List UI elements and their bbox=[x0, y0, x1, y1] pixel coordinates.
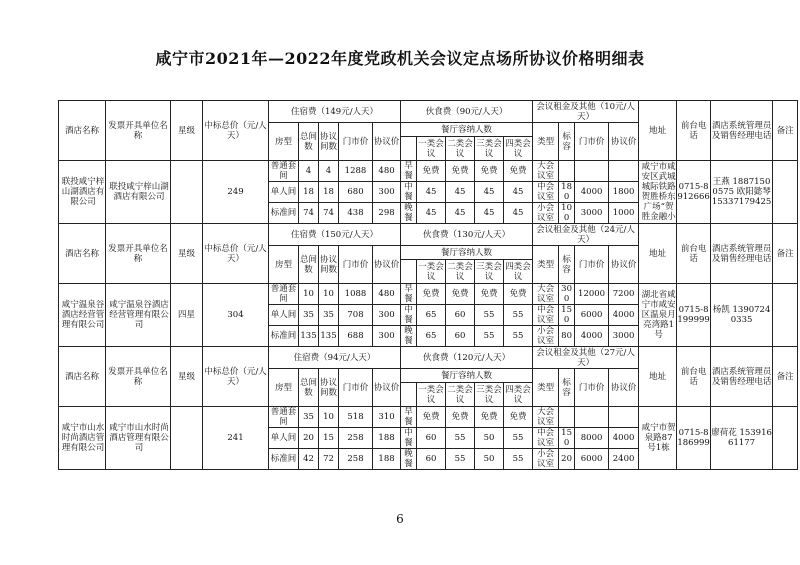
meal-cat3: 免费 bbox=[475, 284, 504, 305]
meeting-type-header: 类型 bbox=[533, 246, 559, 284]
total-rooms-header: 总间数 bbox=[299, 123, 319, 161]
room-agreed-price: 298 bbox=[373, 203, 401, 224]
venue-fee-header: 会议租金及其他（24元/人天） bbox=[533, 224, 639, 246]
dining-capacity-header: 餐厅容纳人数 bbox=[401, 246, 533, 260]
remark-header: 备注 bbox=[773, 347, 798, 407]
room-type-header: 房型 bbox=[269, 246, 299, 284]
remark-header: 备注 bbox=[773, 224, 798, 284]
room-rack-price: 518 bbox=[339, 407, 373, 428]
meeting-room-capacity: 20 bbox=[559, 449, 575, 470]
meeting-room-rack-price: 3000 bbox=[575, 203, 609, 224]
total-rooms: 4 bbox=[299, 161, 319, 182]
meal-cat1: 45 bbox=[417, 203, 446, 224]
meal-cat4: 免费 bbox=[504, 284, 533, 305]
room-type: 标准间 bbox=[269, 326, 299, 347]
meal-cat4: 免费 bbox=[504, 407, 533, 428]
meeting-room-type: 中会议室 bbox=[533, 182, 559, 203]
front-desk-phone: 0715-8199999 bbox=[677, 284, 711, 347]
room-agreed-price: 310 bbox=[373, 407, 401, 428]
meal-cat3: 免费 bbox=[475, 407, 504, 428]
meeting-room-rack-price bbox=[575, 161, 609, 182]
meal-cat3: 45 bbox=[475, 203, 504, 224]
meal-cat3: 55 bbox=[475, 305, 504, 326]
total-rooms-header: 总间数 bbox=[299, 246, 319, 284]
meal-cat3: 45 bbox=[475, 182, 504, 203]
room-type: 标准间 bbox=[269, 203, 299, 224]
cat3-header: 三类会议 bbox=[476, 384, 502, 405]
meal-cat2: 45 bbox=[446, 182, 475, 203]
agreed-price-header: 协议价 bbox=[373, 369, 401, 407]
meal-cat4: 55 bbox=[504, 449, 533, 470]
front-desk-header: 前台电话 bbox=[677, 101, 711, 161]
room-type: 单人间 bbox=[269, 182, 299, 203]
front-desk-header: 前台电话 bbox=[677, 224, 711, 284]
meal-cat3: 50 bbox=[475, 428, 504, 449]
meal-fee-header: 伙食费（90元/人天） bbox=[401, 101, 533, 123]
bid-price: 304 bbox=[203, 284, 269, 347]
meeting-room-type: 大会议室 bbox=[533, 407, 559, 428]
total-rooms: 10 bbox=[299, 284, 319, 305]
front-desk-header: 前台电话 bbox=[677, 347, 711, 407]
meal-name: 晚餐 bbox=[401, 449, 417, 470]
hotel-name: 联投咸宁梓山湖酒店有限公司 bbox=[59, 161, 106, 224]
agreed-rooms-header: 协议间数 bbox=[319, 246, 339, 284]
meal-cat1: 免费 bbox=[417, 284, 446, 305]
venue-fee-header: 会议租金及其他（27元/人天） bbox=[533, 347, 639, 369]
cat2-header: 二类会议 bbox=[447, 261, 473, 282]
meal-cat2: 60 bbox=[446, 326, 475, 347]
total-rooms: 74 bbox=[299, 203, 319, 224]
invoice-unit-header: 发票开具单位名称 bbox=[106, 101, 171, 161]
invoice-unit-header: 发票开具单位名称 bbox=[106, 224, 171, 284]
meal-blank-header bbox=[401, 260, 417, 284]
lodging-fee-header: 住宿费（149元/人天） bbox=[269, 101, 401, 123]
table-row bbox=[59, 224, 798, 246]
meeting-room-rack-price: 6000 bbox=[575, 449, 609, 470]
cat2-header: 二类会议 bbox=[447, 138, 473, 159]
room-agreed-price: 300 bbox=[373, 326, 401, 347]
meeting-type-header: 类型 bbox=[533, 369, 559, 407]
meeting-room-capacity: 100 bbox=[559, 203, 575, 224]
agreed-rooms: 18 bbox=[319, 182, 339, 203]
front-desk-phone: 0715-8186999 bbox=[677, 407, 711, 470]
invoice-unit: 咸宁温泉谷酒店经营管理有限公司 bbox=[106, 284, 171, 347]
agreed-rooms: 10 bbox=[319, 284, 339, 305]
meal-cat2: 55 bbox=[446, 428, 475, 449]
meeting-room-capacity: 150 bbox=[559, 305, 575, 326]
room-agreed-price: 188 bbox=[373, 428, 401, 449]
remark bbox=[773, 161, 798, 224]
meal-blank-header bbox=[401, 383, 417, 407]
table-row bbox=[59, 347, 798, 369]
star-header: 星级 bbox=[171, 101, 203, 161]
cat3-header: 三类会议 bbox=[476, 261, 502, 282]
total-rooms: 42 bbox=[299, 449, 319, 470]
star-rating bbox=[171, 407, 203, 470]
meal-name: 中餐 bbox=[401, 305, 417, 326]
meal-cat2: 55 bbox=[446, 449, 475, 470]
room-rack-price: 258 bbox=[339, 449, 373, 470]
meal-fee-header: 伙食费（120元/人天） bbox=[401, 347, 533, 369]
invoice-unit: 咸宁市山水时尚酒店管理有限公司 bbox=[106, 407, 171, 470]
meeting-room-agreed-price: 1800 bbox=[609, 182, 639, 203]
meeting-room-agreed-price: 7200 bbox=[609, 284, 639, 305]
hotel-name: 咸宁市山水时尚酒店管理有限公司 bbox=[59, 407, 106, 470]
meeting-room-rack-price: 4000 bbox=[575, 326, 609, 347]
dining-capacity-header: 餐厅容纳人数 bbox=[401, 123, 533, 137]
meeting-room-type: 中会议室 bbox=[533, 428, 559, 449]
lodging-fee-header: 住宿费（94元/人天） bbox=[269, 347, 401, 369]
meeting-room-agreed-price: 4000 bbox=[609, 305, 639, 326]
front-desk-phone: 0715-8912666 bbox=[677, 161, 711, 224]
address-header: 地址 bbox=[639, 101, 677, 161]
meeting-room-type: 大会议室 bbox=[533, 161, 559, 182]
venue-agreed-price-header: 协议价 bbox=[609, 246, 639, 284]
manager-header: 酒店系统管理员及销售经理电话 bbox=[711, 224, 773, 284]
meal-cat3: 55 bbox=[475, 326, 504, 347]
room-type: 普通套间 bbox=[269, 161, 299, 182]
room-rack-price: 438 bbox=[339, 203, 373, 224]
meal-cat4: 55 bbox=[504, 305, 533, 326]
meeting-room-agreed-price: 2400 bbox=[609, 449, 639, 470]
manager-contact: 杨凯 13907240335 bbox=[711, 284, 773, 347]
meeting-room-type: 小会议室 bbox=[533, 203, 559, 224]
room-type: 单人间 bbox=[269, 428, 299, 449]
meal-cat2: 45 bbox=[446, 203, 475, 224]
remark-header: 备注 bbox=[773, 101, 798, 161]
address-header: 地址 bbox=[639, 224, 677, 284]
meeting-room-rack-price: 6000 bbox=[575, 305, 609, 326]
meal-name: 晚餐 bbox=[401, 203, 417, 224]
room-agreed-price: 188 bbox=[373, 449, 401, 470]
room-type: 普通套间 bbox=[269, 407, 299, 428]
cat1-header: 一类会议 bbox=[418, 261, 444, 282]
manager-header: 酒店系统管理员及销售经理电话 bbox=[711, 101, 773, 161]
meeting-type-header: 类型 bbox=[533, 123, 559, 161]
table-row bbox=[59, 407, 798, 428]
agreed-rooms: 15 bbox=[319, 428, 339, 449]
room-type: 标准间 bbox=[269, 449, 299, 470]
venue-rack-price-header: 门市价 bbox=[575, 369, 609, 407]
meal-name: 晚餐 bbox=[401, 326, 417, 347]
room-type-header: 房型 bbox=[269, 123, 299, 161]
page-title: 咸宁市2021年—2022年度党政机关会议定点场所协议价格明细表 bbox=[155, 49, 645, 68]
meeting-room-agreed-price bbox=[609, 407, 639, 428]
standard-capacity-header: 标容 bbox=[559, 123, 575, 161]
meeting-room-capacity bbox=[559, 161, 575, 182]
agreed-price-header: 协议价 bbox=[373, 246, 401, 284]
meal-cat3: 免费 bbox=[475, 161, 504, 182]
hotel-name-header: 酒店名称 bbox=[59, 224, 106, 284]
meal-cat2: 免费 bbox=[446, 284, 475, 305]
invoice-unit: 联投咸宁梓山湖酒店有限公司 bbox=[106, 161, 171, 224]
cat4-header: 四类会议 bbox=[505, 138, 531, 159]
cat4-header: 四类会议 bbox=[505, 384, 531, 405]
cat4-header: 四类会议 bbox=[505, 261, 531, 282]
hotel-address: 咸宁市咸安区武城城际铁路贺胜桥东广场“贺胜金融小 bbox=[639, 161, 677, 224]
meeting-room-capacity: 180 bbox=[559, 182, 575, 203]
hotel-address: 湖北省咸宁市咸安区温泉月亮湾路1号 bbox=[639, 284, 677, 347]
total-rooms: 135 bbox=[299, 326, 319, 347]
rack-price-header: 门市价 bbox=[339, 369, 373, 407]
meal-fee-header: 伙食费（130元/人天） bbox=[401, 224, 533, 246]
rack-price-header: 门市价 bbox=[339, 123, 373, 161]
table-row bbox=[59, 284, 798, 305]
meeting-room-rack-price: 4000 bbox=[575, 182, 609, 203]
venue-rack-price-header: 门市价 bbox=[575, 246, 609, 284]
agreed-price-header: 协议价 bbox=[373, 123, 401, 161]
room-agreed-price: 300 bbox=[373, 305, 401, 326]
agreed-rooms: 10 bbox=[319, 407, 339, 428]
room-type: 普通套间 bbox=[269, 284, 299, 305]
agreed-rooms-header: 协议间数 bbox=[319, 369, 339, 407]
room-agreed-price: 480 bbox=[373, 284, 401, 305]
page-number: 6 bbox=[396, 512, 404, 526]
standard-capacity-header: 标容 bbox=[559, 369, 575, 407]
hotel-name: 咸宁温泉谷酒店经营管理有限公司 bbox=[59, 284, 106, 347]
invoice-unit-header: 发票开具单位名称 bbox=[106, 347, 171, 407]
meal-cat1: 65 bbox=[417, 305, 446, 326]
agreed-rooms: 74 bbox=[319, 203, 339, 224]
room-agreed-price: 480 bbox=[373, 161, 401, 182]
meal-cat1: 免费 bbox=[417, 407, 446, 428]
meeting-room-type: 中会议室 bbox=[533, 305, 559, 326]
venue-agreed-price-header: 协议价 bbox=[609, 369, 639, 407]
manager-header: 酒店系统管理员及销售经理电话 bbox=[711, 347, 773, 407]
venue-agreed-price-header: 协议价 bbox=[609, 123, 639, 161]
room-agreed-price: 300 bbox=[373, 182, 401, 203]
cat3-header: 三类会议 bbox=[476, 138, 502, 159]
manager-contact: 廖荷花 15391661177 bbox=[711, 407, 773, 470]
room-rack-price: 1088 bbox=[339, 284, 373, 305]
star-rating: 四星 bbox=[171, 284, 203, 347]
price-table bbox=[58, 100, 798, 470]
meeting-room-agreed-price bbox=[609, 161, 639, 182]
table-row bbox=[59, 161, 798, 182]
cat2-header: 二类会议 bbox=[447, 384, 473, 405]
meal-name: 中餐 bbox=[401, 428, 417, 449]
meal-cat4: 45 bbox=[504, 182, 533, 203]
meeting-room-capacity: 80 bbox=[559, 326, 575, 347]
meeting-room-rack-price: 8000 bbox=[575, 428, 609, 449]
bid-price-header: 中标总价（元/人天） bbox=[203, 101, 269, 161]
room-rack-price: 688 bbox=[339, 326, 373, 347]
room-rack-price: 258 bbox=[339, 428, 373, 449]
total-rooms: 18 bbox=[299, 182, 319, 203]
total-rooms: 35 bbox=[299, 407, 319, 428]
meeting-room-capacity: 300 bbox=[559, 284, 575, 305]
meal-cat4: 55 bbox=[504, 326, 533, 347]
hotel-address: 咸宁市贺泉路87号1栋 bbox=[639, 407, 677, 470]
meal-cat1: 60 bbox=[417, 428, 446, 449]
agreed-rooms: 4 bbox=[319, 161, 339, 182]
meal-cat1: 65 bbox=[417, 326, 446, 347]
meal-cat4: 45 bbox=[504, 203, 533, 224]
meeting-room-rack-price bbox=[575, 407, 609, 428]
agreed-rooms-header: 协议间数 bbox=[319, 123, 339, 161]
room-rack-price: 708 bbox=[339, 305, 373, 326]
lodging-fee-header: 住宿费（150元/人天） bbox=[269, 224, 401, 246]
table-row bbox=[59, 101, 798, 123]
star-header: 星级 bbox=[171, 347, 203, 407]
meeting-room-capacity: 150 bbox=[559, 428, 575, 449]
manager-contact: 王燕 18871500575 欧阳懿琴 15337179425 bbox=[711, 161, 773, 224]
cat1-header: 一类会议 bbox=[418, 384, 444, 405]
meeting-room-rack-price: 12000 bbox=[575, 284, 609, 305]
remark bbox=[773, 284, 798, 347]
room-rack-price: 1288 bbox=[339, 161, 373, 182]
address-header: 地址 bbox=[639, 347, 677, 407]
venue-fee-header: 会议租金及其他（10元/人天） bbox=[533, 101, 639, 123]
bid-price: 241 bbox=[203, 407, 269, 470]
meal-cat2: 60 bbox=[446, 305, 475, 326]
meal-cat1: 45 bbox=[417, 182, 446, 203]
dining-capacity-header: 餐厅容纳人数 bbox=[401, 369, 533, 383]
bid-price: 249 bbox=[203, 161, 269, 224]
meal-name: 早餐 bbox=[401, 161, 417, 182]
agreed-rooms: 72 bbox=[319, 449, 339, 470]
meal-cat4: 55 bbox=[504, 428, 533, 449]
cat1-header: 一类会议 bbox=[418, 138, 444, 159]
remark bbox=[773, 407, 798, 470]
meeting-room-agreed-price: 3000 bbox=[609, 326, 639, 347]
meal-name: 中餐 bbox=[401, 182, 417, 203]
meal-name: 早餐 bbox=[401, 407, 417, 428]
hotel-name-header: 酒店名称 bbox=[59, 101, 106, 161]
venue-rack-price-header: 门市价 bbox=[575, 123, 609, 161]
meal-cat2: 免费 bbox=[446, 161, 475, 182]
meeting-room-capacity bbox=[559, 407, 575, 428]
meeting-room-type: 小会议室 bbox=[533, 326, 559, 347]
room-type-header: 房型 bbox=[269, 369, 299, 407]
agreed-rooms: 35 bbox=[319, 305, 339, 326]
meeting-room-type: 小会议室 bbox=[533, 449, 559, 470]
meeting-room-type: 大会议室 bbox=[533, 284, 559, 305]
star-header: 星级 bbox=[171, 224, 203, 284]
meeting-room-agreed-price: 1000 bbox=[609, 203, 639, 224]
meal-cat2: 免费 bbox=[446, 407, 475, 428]
meal-cat1: 60 bbox=[417, 449, 446, 470]
meal-cat1: 免费 bbox=[417, 161, 446, 182]
rack-price-header: 门市价 bbox=[339, 246, 373, 284]
room-type: 单人间 bbox=[269, 305, 299, 326]
agreed-rooms: 135 bbox=[319, 326, 339, 347]
room-rack-price: 680 bbox=[339, 182, 373, 203]
total-rooms-header: 总间数 bbox=[299, 369, 319, 407]
total-rooms: 20 bbox=[299, 428, 319, 449]
meal-name: 早餐 bbox=[401, 284, 417, 305]
total-rooms: 35 bbox=[299, 305, 319, 326]
bid-price-header: 中标总价（元/人天） bbox=[203, 347, 269, 407]
meal-cat4: 免费 bbox=[504, 161, 533, 182]
standard-capacity-header: 标容 bbox=[559, 246, 575, 284]
hotel-name-header: 酒店名称 bbox=[59, 347, 106, 407]
meal-cat3: 50 bbox=[475, 449, 504, 470]
meal-blank-header bbox=[401, 137, 417, 161]
star-rating bbox=[171, 161, 203, 224]
bid-price-header: 中标总价（元/人天） bbox=[203, 224, 269, 284]
meeting-room-agreed-price: 4000 bbox=[609, 428, 639, 449]
